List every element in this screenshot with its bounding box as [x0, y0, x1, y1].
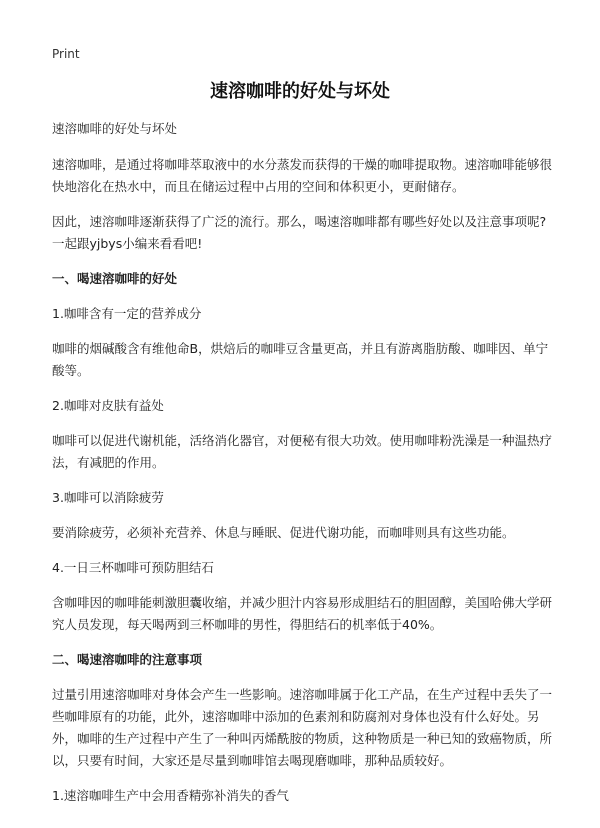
benefit-text-4: 含咖啡因的咖啡能刺激胆囊收缩，并减少胆汁内容易形成胆结石的胆固醇，美国哈佛大学研究人员发现，每天喝两到三杯咖啡的男性，得胆结石的机率低于40%。 [52, 595, 553, 632]
section-heading-precautions: 二、喝速溶咖啡的注意事项 [52, 652, 203, 667]
benefit-text-1: 咖啡的烟碱酸含有维他命B，烘焙后的咖啡豆含量更高，并且有游离脂肪酸、咖啡因、单宁酸等。 [52, 341, 549, 378]
page-title: 速溶咖啡的好处与坏处 [210, 81, 390, 102]
benefit-text-2: 咖啡可以促进代谢机能，活络消化器官，对便秘有很大功效。使用咖啡粉洗澡是一种温热疗法，有减肥的作用。 [52, 433, 553, 470]
benefit-title-4: 4.一日三杯咖啡可预防胆结石 [52, 560, 214, 575]
benefit-title-1: 1.咖啡含有一定的营养成分 [52, 306, 202, 321]
section-heading-benefits: 一、喝速溶咖啡的好处 [52, 271, 178, 286]
print-link[interactable]: Print [52, 47, 80, 61]
article-subtitle: 速溶咖啡的好处与坏处 [52, 121, 178, 136]
precaution-title-1: 1.速溶咖啡生产中会用香精弥补消失的香气 [52, 788, 289, 803]
precautions-paragraph: 过量引用速溶咖啡对身体会产生一些影响。速溶咖啡属于化工产品，在生产过程中丢失了一些咖啡原有的功能，此外，速溶咖啡中添加的色素剂和防腐剂对身体也没有什么好处。另外，咖啡的生产过程中产生了一种叫丙烯酰胺的物质，这种物质是一种已知的致癌物质，所以，只要有时间，大家还是尽量到咖啡馆去喝现磨咖啡，那种品质较好。 [52, 687, 553, 768]
benefit-title-3: 3.咖啡可以消除疲劳 [52, 490, 164, 505]
intro-paragraph-2: 因此，速溶咖啡逐渐获得了广泛的流行。那么，喝速溶咖啡都有哪些好处以及注意事项呢?一起跟yjbys小编来看看吧! [52, 214, 547, 251]
article-body [52, 118, 552, 820]
benefit-title-2: 2.咖啡对皮肤有益处 [52, 398, 164, 413]
intro-paragraph-1: 速溶咖啡，是通过将咖啡萃取液中的水分蒸发而获得的干燥的咖啡提取物。速溶咖啡能够很快地溶化在热水中，而且在储运过程中占用的空间和体积更小，更耐储存。 [52, 157, 553, 194]
benefit-text-3: 要消除疲劳，必须补充营养、休息与睡眠、促进代谢功能，而咖啡则具有这些功能。 [52, 525, 515, 540]
